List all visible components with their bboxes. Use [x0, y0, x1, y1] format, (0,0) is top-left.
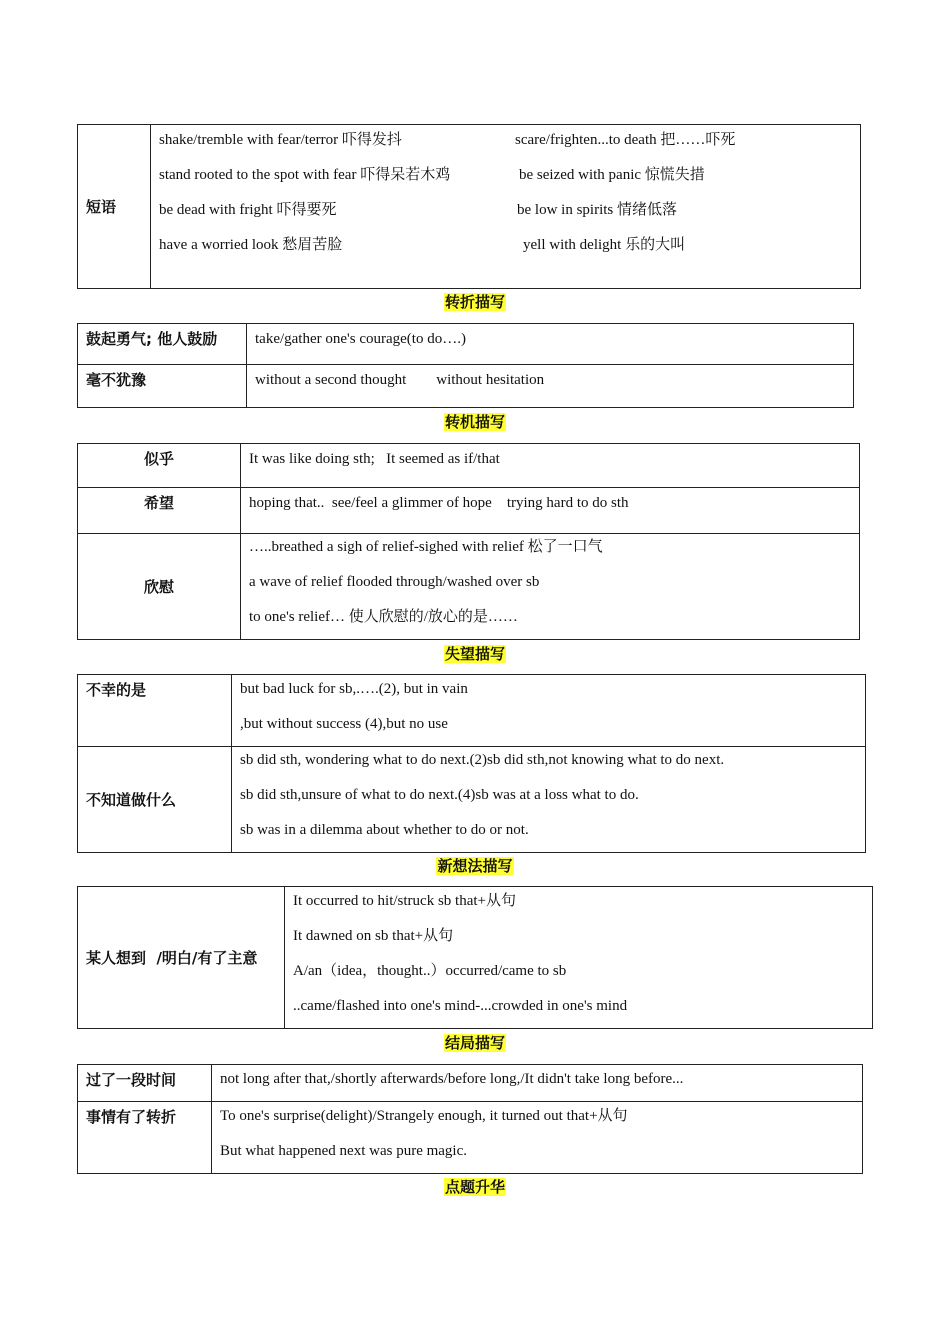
row-text: It dawned on sb that+从句 [293, 928, 454, 944]
section-heading-theme: 点题升华 [444, 1178, 505, 1196]
row-text: sb did sth, wondering what to do next.(2)sb did sth,not knowing what to do next. [240, 752, 725, 768]
table-row [78, 675, 866, 747]
row-text: But what happened next was pure magic. [220, 1143, 468, 1159]
row-text: sb was in a dilemma about whether to do or not. [240, 822, 529, 838]
new-idea-table [77, 886, 873, 1029]
table-row [78, 1065, 863, 1102]
row-text: It occurred to hit/struck sb that+从句 [293, 893, 516, 909]
row-text: take/gather one's courage(to do….) [255, 331, 466, 347]
phrases-right-column [151, 125, 735, 267]
row-label: 某人想到 /明白/有了主意 [78, 887, 285, 1029]
table-row [78, 887, 873, 1029]
row-text: sb did sth,unsure of what to do next.(4)sb was at a loss what to do. [240, 787, 639, 803]
phrase-right-1: scare/frighten...to death 把……吓死 [515, 132, 736, 148]
turn-table [77, 323, 854, 408]
table-row [78, 365, 854, 408]
phrases-table [77, 124, 861, 289]
disappointment-table [77, 674, 866, 853]
row-label: 不知道做什么 [78, 747, 232, 853]
section-heading-ending: 结局描写 [444, 1034, 505, 1052]
phrase-right-2: be seized with panic 惊慌失措 [519, 167, 705, 183]
phrase-right-4: yell with delight 乐的大叫 [523, 237, 686, 253]
opportunity-table [77, 443, 860, 640]
phrase-right-3: be low in spirits 情绪低落 [517, 202, 677, 218]
row-text: ,but without success (4),but no use [240, 716, 448, 732]
ending-table [77, 1064, 863, 1174]
row-label: 事情有了转折 [78, 1102, 212, 1174]
row-text: ..came/flashed into one's mind-...crowded in one's mind [293, 998, 628, 1014]
phrase-left-3: be dead with fright 吓得要死 [159, 202, 337, 218]
row-text: to one's relief… 使人欣慰的/放心的是…… [249, 609, 518, 625]
row-label: 鼓起勇气; 他人鼓励 [78, 324, 247, 365]
phrase-left-4: have a worried look 愁眉苦脸 [159, 237, 343, 253]
row-label: 似乎 [78, 444, 241, 488]
phrase-left-1: shake/tremble with fear/terror 吓得发抖 [159, 132, 402, 148]
row-text: a wave of relief flooded through/washed over sb [249, 574, 540, 590]
section-heading-turn: 转折描写 [444, 293, 505, 311]
table-row [78, 1102, 863, 1174]
row-text: not long after that,/shortly afterwards/before long,/It didn't take long before... [220, 1071, 684, 1087]
row-label: 不幸的是 [78, 675, 232, 747]
row-text: hoping that.. see/feel a glimmer of hope trying hard to do sth [249, 495, 629, 511]
section-heading-opportunity: 转机描写 [444, 413, 505, 431]
section-heading-new-idea: 新想法描写 [437, 857, 513, 875]
row-text: It was like doing sth; It seemed as if/that [249, 451, 500, 467]
table-row [78, 747, 866, 853]
table-row [78, 488, 860, 534]
row-text: A/an（idea，thought..）occurred/came to sb [293, 963, 567, 979]
row-text: To one's surprise(delight)/Strangely enough, it turned out that+从句 [220, 1108, 628, 1124]
row-text: but bad luck for sb,.….(2), but in vain [240, 681, 468, 697]
row-label: 过了一段时间 [78, 1065, 212, 1102]
table-row [78, 534, 860, 640]
section-heading-disappointment: 失望描写 [444, 645, 505, 663]
row-label: 毫不犹豫 [78, 365, 247, 408]
phrases-label: 短语 [78, 125, 151, 289]
table-row [78, 444, 860, 488]
row-text: …..breathed a sigh of relief-sighed with relief 松了一口气 [249, 539, 603, 555]
row-text: without a second thought without hesitation [255, 372, 545, 388]
table-row [78, 324, 854, 365]
row-label: 希望 [78, 488, 241, 534]
row-label: 欣慰 [78, 534, 241, 640]
phrase-left-2: stand rooted to the spot with fear 吓得呆若木鸡 [159, 167, 451, 183]
